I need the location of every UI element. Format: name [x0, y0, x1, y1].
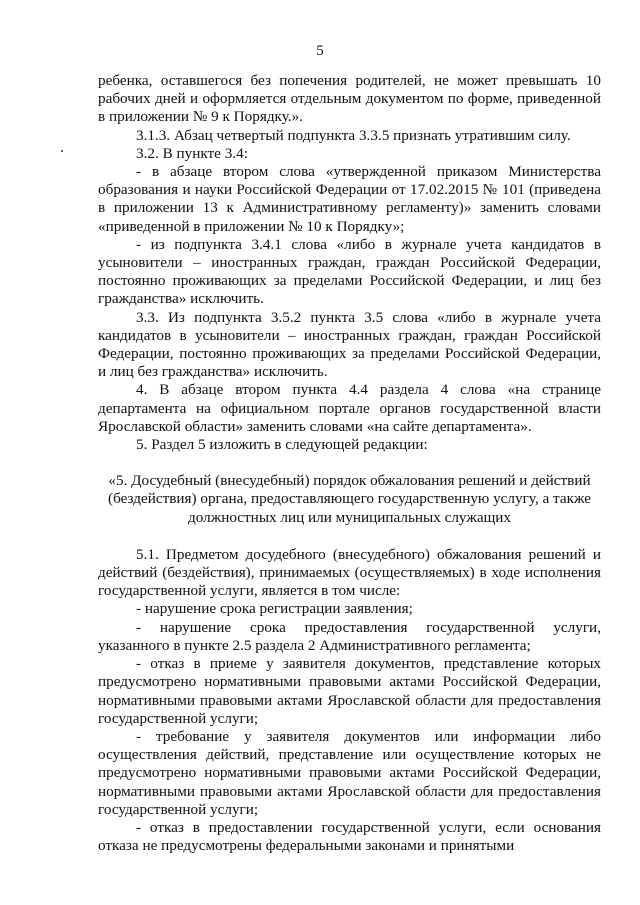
document-body: [98, 72, 601, 855]
section-heading-line: «5. Досудебный (внесудебный) порядок обжалования решений и действий: [108, 472, 591, 490]
paragraph-p-4: 4. В абзаце втором пункта 4.4 раздела 4 слова «на странице департамента на официальном портале органов государственной власти Ярославской области» заменить словами «на сайте департамента».: [98, 381, 601, 435]
paragraph-p-3-3: 3.3. Из подпункта 3.5.2 пункта 3.5 слова «либо в журнале учета кандидатов в усыновители – иностранных граждан, граждан Российской Федерации, постоянно проживающих за пределами Российской Федерации, и лиц без гражданства» исключить.: [98, 308, 601, 381]
paragraph-p-5: 5. Раздел 5 изложить в следующей редакции:: [136, 436, 428, 454]
paragraph-p-3-1-3: 3.1.3. Абзац четвертый подпункта 3.3.5 признать утратившим силу.: [136, 126, 571, 144]
paragraph-p-3-2-b: - из подпункта 3.4.1 слова «либо в журнале учета кандидатов в усыновители – иностранных граждан, граждан Российской Федерации, постоянно проживающих за пределами Российской Федерации, и лиц без гражданства» исключить.: [98, 235, 601, 308]
paragraphs-top: [98, 72, 601, 454]
paragraph-p-3-2-a: - в абзаце втором слова «утвержденной приказом Министерства образования и науки Российской Федерации от 17.02.2015 № 101 (приведена в приложении 13 к Административному регламенту)» заменить словами «приведенной в приложении № 10 к Порядку»;: [98, 163, 601, 235]
paragraph-p-5-1: 5.1. Предметом досудебного (внесудебного) обжалования решений и действий (бездействия), принимаемых (осуществляемых) в ходе исполнения государственной услуги, является в том числе:: [98, 545, 601, 600]
page-number: 5: [316, 43, 324, 59]
section-heading-line: (бездействия) органа, предоставляющего государственную услугу, а также: [108, 490, 591, 508]
paragraph-p-5-1-d: - требование у заявителя документов или информации либо осуществления действий, представление или осуществление которых не предусмотрено нормативными правовыми актами Российской Федерации, нормативными правовыми актами Ярославской области для предоставления государственной услуги;: [98, 727, 601, 818]
paragraphs-bottom: [98, 546, 601, 855]
paragraph-p-3-2: 3.2. В пункте 3.4:: [136, 144, 248, 162]
paragraph-p-continuation: ребенка, оставшегося без попечения родителей, не может превышать 10 рабочих дней и оформляется отдельным документом по форме, приведенной в приложении № 9 к Порядку.».: [98, 72, 601, 126]
section-heading: [98, 472, 601, 527]
section-heading-line: должностных лиц или муниципальных служащих: [188, 508, 511, 526]
paragraph-p-5-1-c: - отказ в приеме у заявителя документов, представление которых предусмотрено нормативными правовыми актами Российской Федерации, нормативными правовыми актами Ярославской области для предоставления государственной услуги;: [98, 655, 601, 727]
paragraph-p-5-1-a: - нарушение срока регистрации заявления;: [136, 600, 413, 618]
paragraph-p-5-1-e: - отказ в предоставлении государственной услуги, если основания отказа не предусмотрены федеральными законами и принятыми: [98, 818, 601, 855]
margin-dot: [61, 150, 63, 152]
paragraph-p-5-1-b: - нарушение срока предоставления государственной услуги, указанного в пункте 2.5 раздела 2 Административного регламента;: [98, 618, 601, 654]
